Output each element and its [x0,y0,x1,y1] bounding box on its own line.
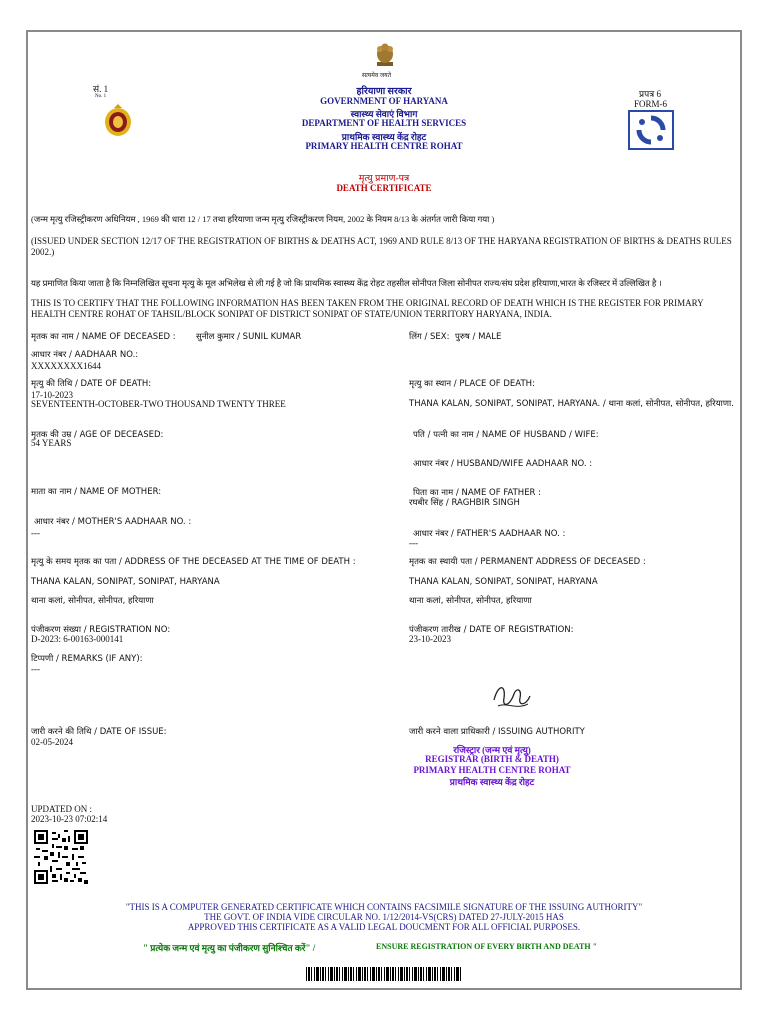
certify-english: THIS IS TO CERTIFY THAT THE FOLLOWING INFORMATION HAS BEEN TAKEN FROM THE ORIGINAL RECORD OF DEATH WHICH IS THE REGISTER FOR PRIMARY HEALTH CENTRE ROHAT OF TAHSIL/BLOCK SONIPAT OF DISTRICT SONIPAT OF STATE/UNION TERRITORY HARYANA, INDIA. [31,298,704,319]
certify-hindi: यह प्रमाणित किया जाता है कि निम्नलिखित सूचना मृत्यु के मूल अभिलेख से ली गई है जो कि प्राथमिक स्वास्थ्य केंद्र रोहट तहसील सोनीपत जिला सोनीपत राज्य/संघ प्रदेश हरियाणा,भारत के रजिस्टर में उल्लिखित है । [31,278,662,288]
slogan-hindi: " प्रत्येक जन्म एवं मृत्यु का पंजीकरण सुनिश्चित करें" / [143,943,316,953]
issuing-authority-label: जारी करने वाला प्राधिकारी / ISSUING AUTHORITY [409,727,585,737]
deceased-name-label: मृतक का नाम / NAME OF DECEASED : [31,332,176,342]
age-value: 54 YEARS [31,438,72,448]
sr-no-en: No. 1 [95,94,107,99]
footer-line2: THE GOVT. OF INDIA VIDE CIRCULAR NO. 1/12/2014-VS(CRS) DATED 27-JULY-2015 HAS [204,912,564,922]
centre-hindi: प्राथमिक स्वास्थ्य केंद्र रोहट [341,132,427,142]
father-aadhaar-value: --- [409,538,418,548]
form-hindi: प्रपत्र 6 [639,89,661,99]
place-of-death-label: मृत्यु का स्थान / PLACE OF DEATH: [409,379,535,389]
father-aadhaar-label: आधार नंबर / FATHER'S AADHAAR NO. : [413,529,566,539]
mother-aadhaar-label: आधार नंबर / MOTHER'S AADHAAR NO. : [34,517,192,527]
sex-label: लिंग / SEX: [409,332,450,342]
updated-on-value: 2023-10-23 07:02:14 [31,814,108,824]
remarks-label: टिप्पणी / REMARKS (IF ANY): [31,654,143,664]
mother-aadhaar-value: --- [31,528,40,538]
sex-value: पुरुष / MALE [455,332,502,342]
barcode-icon [306,967,462,981]
aadhaar-label: आधार नंबर / AADHAAR NO.: [31,350,139,360]
permanent-address-english: THANA KALAN, SONIPAT, SONIPAT, HARYANA [409,577,598,587]
husband-wife-aadhaar-label: आधार नंबर / HUSBAND/WIFE AADHAAR NO. : [413,459,593,469]
emblem-motto: सत्यमेव जयते [362,73,392,79]
title-hindi: मृत्यु प्रमाण-पत्र [358,174,410,184]
registrar-line4: प्राथमिक स्वास्थ्य केंद्र रोहट [449,777,535,787]
state-hindi: हरियाणा सरकार [356,87,412,97]
permanent-address-label: मृतक का स्थायी पता / PERMANENT ADDRESS OF DECEASED : [409,557,646,567]
permanent-address-hindi: थाना कलां, सोनीपत, सोनीपत, हरियाणा [409,596,532,606]
issue-date-value: 02-05-2024 [31,737,73,747]
footer-line3: APPROVED THIS CERTIFICATE AS A VALID LEGAL DOUCMENT FOR ALL OFFICIAL PURPOSES. [187,922,581,932]
place-of-death-value: THANA KALAN, SONIPAT, SONIPAT, HARYANA. / थाना कलां, सोनीपत, सोनीपत, हरियाणा. [409,399,734,409]
mother-name-label: माता का नाम / NAME OF MOTHER: [31,487,162,497]
footer-line1: "THIS IS A COMPUTER GENERATED CERTIFICATE WHICH CONTAINS FACSIMILE SIGNATURE OF THE ISSUING AUTHORITY" [125,902,643,912]
dept-english: DEPARTMENT OF HEALTH SERVICES [301,118,467,128]
issue-date-label: जारी करने की तिथि / DATE OF ISSUE: [31,727,167,737]
deceased-name-value: सुनील कुमार / SUNIL KUMAR [196,332,302,342]
address-at-death-hindi: थाना कलां, सोनीपत, सोनीपत, हरियाणा [31,596,154,606]
issued-under-english: (ISSUED UNDER SECTION 12/17 OF THE REGISTRATION OF BIRTHS & DEATHS ACT, 1969 AND RULE 8/13 OF THE HARYANA REGISTRATION OF BIRTHS & DEATHS RULES 2002.) [31,236,732,257]
aadhaar-value: XXXXXXXX1644 [31,361,101,371]
husband-wife-label: पति / पत्नी का नाम / NAME OF HUSBAND / WIFE: [413,430,599,440]
crs-logo-icon [628,110,674,150]
registrar-line3: PRIMARY HEALTH CENTRE ROHAT [413,765,571,775]
slogan-english: ENSURE REGISTRATION OF EVERY BIRTH AND DEATH " [376,942,598,951]
date-of-death-value: 17-10-2023 [31,390,73,400]
signature-icon [488,680,534,714]
registrar-line1: रजिस्ट्रार (जन्म एवं मृत्यु) [453,745,531,755]
remarks-value: --- [31,664,40,674]
address-at-death-english: THANA KALAN, SONIPAT, SONIPAT, HARYANA [31,577,220,587]
registration-no-value: D-2023: 6-00163-000141 [31,634,124,644]
date-of-death-label: मृत्यु की तिथि / DATE OF DEATH: [31,379,152,389]
father-name-label: पिता का नाम / NAME OF FATHER : [413,488,542,498]
dept-hindi: स्वास्थ्य सेवाएं विभाग [350,109,418,119]
issued-under-hindi: (जन्म मृत्यु रजिस्ट्रीकरण अधिनियम , 1969 की धारा 12 / 17 तथा हरियाणा जन्म मृत्यु रजिस्ट्रीकरण नियम, 2002 के नियम 8/13 के अंतर्गत जारी किया गया ) [31,214,495,224]
centre-english: PRIMARY HEALTH CENTRE ROHAT [305,141,463,151]
registration-no-label: पंजीकरण संख्या / REGISTRATION NO: [31,625,171,635]
age-label: मृतक की उम्र / AGE OF DECEASED: [31,430,164,440]
date-of-death-words: SEVENTEENTH-OCTOBER-TWO THOUSAND TWENTY THREE [31,399,286,409]
state-english: GOVERNMENT OF HARYANA [320,96,448,106]
sr-no-hindi: सं. 1 [93,84,109,94]
father-name-value: रघबीर सिंह / RAGHBIR SINGH [409,498,520,508]
form-english: FORM-6 [634,99,668,109]
address-at-death-label: मृत्यु के समय मृतक का पता / ADDRESS OF THE DECEASED AT THE TIME OF DEATH : [31,557,356,567]
qr-code-icon [34,830,88,884]
updated-on-label: UPDATED ON : [31,804,93,814]
registration-date-value: 23-10-2023 [409,634,451,644]
national-emblem-icon [370,40,400,70]
registrar-line2: REGISTRAR (BIRTH & DEATH) [425,754,559,764]
registration-date-label: पंजीकरण तारीख / DATE OF REGISTRATION: [409,625,574,635]
title-english: DEATH CERTIFICATE [336,183,432,193]
